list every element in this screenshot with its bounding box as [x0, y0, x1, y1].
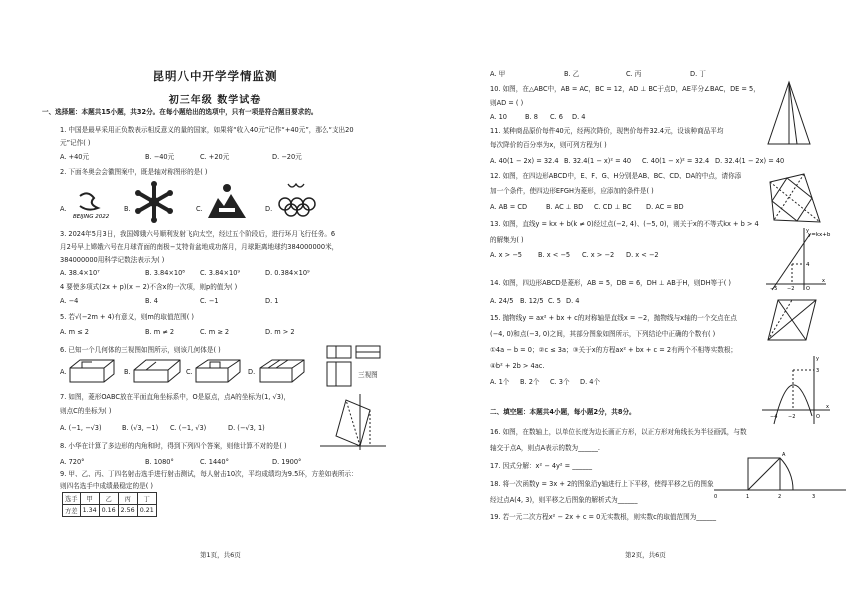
- table-row: [63, 505, 157, 517]
- q9-option-d: D. 丁: [690, 70, 706, 78]
- q8-option-d: D. 1900°: [272, 458, 302, 466]
- q1-option-d: D. −20元: [272, 153, 302, 161]
- three-views-figure: [326, 344, 386, 394]
- table-row: [63, 493, 157, 505]
- question-10-line2: 则AD = ( ): [490, 99, 524, 107]
- question-15-line1: 15. 抛物线y = ax² + bx + c的对称轴是直线x = −2，抛物线与x轴的一个交点在点: [490, 314, 737, 322]
- table-cell: 选手: [63, 493, 81, 505]
- question-1-line1: 1. 中国是最早采用正负数表示相反意义的量的国家，如果将“收入40元”记作“+40元”，那么“支出20: [60, 126, 354, 134]
- q7-option-a: A. (−1, −√3): [60, 424, 102, 432]
- parabola-y-label: y: [816, 356, 819, 362]
- q2-option-d: D.: [265, 205, 273, 213]
- question-18-line1: 18. 将一次函数y = 3x + 2的图象沿y轴进行上下平移，使得平移之后的图象: [490, 480, 714, 488]
- q14-option-a: A. 24/5: [490, 297, 514, 305]
- parabola-graph: [760, 354, 832, 426]
- quadrilateral-efgh-figure: [764, 172, 824, 226]
- linear-function-graph: [764, 226, 831, 292]
- question-3-line1: 3. 2024年5月3日，我国嫦娥六号顺利发射飞向太空，经过五个阶段后，进行环月飞行任务。6: [60, 230, 336, 238]
- question-15-line4: ④b² + 2b > 4ac.: [490, 362, 545, 370]
- graph-tick-x1: −5: [770, 286, 778, 292]
- table-cell: 0.21: [137, 505, 156, 517]
- rhombus-abcd-figure: [764, 296, 820, 344]
- table-cell: 乙: [99, 493, 118, 505]
- page-footer: 第2页，共6页: [625, 551, 666, 559]
- section-heading-fill: 二、填空题：本题共4小题，每小题2分，共8分。: [490, 408, 636, 416]
- question-1-line2: 元”记作( ): [60, 139, 91, 147]
- variance-table: [62, 492, 157, 517]
- numberline-point-a: A: [782, 452, 786, 458]
- question-17: 17. 因式分解：x² − 4y² = ______: [490, 462, 593, 470]
- q10-option-a: A. 10: [490, 113, 507, 121]
- q13-option-b: B. x < −5: [538, 251, 571, 259]
- q4-option-b: B. 4: [145, 297, 158, 305]
- q7-option-c: C. (−1, √3): [170, 424, 207, 432]
- q12-option-d: D. AC = BD: [646, 203, 684, 211]
- solid-b-figure: [132, 356, 182, 384]
- question-9-line1: 9. 甲、乙、丙、丁四名射击选手进行射击测试，每人射击10次，平均成绩均为9.5环，方差如表所示：: [60, 470, 358, 478]
- question-14: 14. 如图，四边形ABCD是菱形，AB = 5，DB = 6，DH ⊥ AB于H，则DH等于( ): [490, 279, 731, 287]
- question-10-line1: 10. 如图，在△ABC中，AB = AC，BC = 12，AD ⊥ BC于点D，AE平分∠BAC，DE = 5，: [490, 85, 760, 93]
- question-5: 5. 若√(−2m + 4)有意义，则m的取值范围( ): [60, 313, 194, 321]
- question-3-line2: 月2号早上嫦娥六号在月球背面的南极−艾特肯盆地成功落月，月球距离地球约384000000米，: [60, 243, 339, 251]
- q15-option-b: B. 2个: [520, 378, 540, 386]
- q13-option-a: A. x > −5: [490, 251, 522, 259]
- q2-option-a: A.: [60, 205, 67, 213]
- q7-option-d: D. (−√3, 1): [228, 424, 265, 432]
- question-3-line3: 384000000用科学记数法表示为( ): [60, 256, 165, 264]
- number-line-figure: [712, 444, 848, 500]
- three-views-label: 三视图: [358, 371, 378, 379]
- q4-option-a: A. −4: [60, 297, 79, 305]
- graph-y-label: y: [806, 228, 809, 234]
- numberline-tick-1: 1: [746, 494, 750, 500]
- q5-option-c: C. m ≥ 2: [200, 328, 230, 336]
- q9-option-a: A. 甲: [490, 70, 506, 78]
- parabola-origin: O: [816, 414, 820, 420]
- question-11-line2: 每次降价的百分率为x，则可列方程为( ): [490, 141, 607, 149]
- question-12-line2: 加一个条件，使四边形EFGH为菱形，应添加的条件是( ): [490, 187, 654, 195]
- q14-option-c: C. 5: [548, 297, 561, 305]
- triangle-abc-figure: [764, 78, 814, 148]
- q5-option-a: A. m ≤ 2: [60, 328, 89, 336]
- q6-option-d: D.: [248, 368, 256, 376]
- numberline-tick-2: 2: [778, 494, 782, 500]
- q2-option-c: C.: [196, 205, 203, 213]
- q3-option-d: D. 0.384×10⁹: [265, 269, 310, 277]
- rhombus-coordinate-figure: [316, 392, 388, 452]
- q11-option-b: B. 32.4(1 − x)² = 40: [564, 157, 632, 165]
- question-2: 2. 下面冬奥会会徽图案中，既是轴对称图形的是( ): [60, 168, 208, 176]
- q9-option-b: B. 乙: [564, 70, 580, 78]
- q3-option-c: C. 3.84×10⁹: [200, 269, 241, 277]
- beijing-2022-logo-text: BEIJING 2022: [73, 214, 110, 220]
- q7-option-b: B. (√3, −1): [122, 424, 159, 432]
- question-15-line2: (−4, 0)和点(−3, 0)之间，其部分图象如图所示，下列结论中正确的个数有( ): [490, 330, 716, 338]
- numberline-tick-3: 3: [812, 494, 816, 500]
- q4-option-d: D. 1: [265, 297, 279, 305]
- q8-option-c: C. 1440°: [200, 458, 229, 466]
- page-footer: 第1页，共6页: [200, 551, 241, 559]
- question-7-line1: 7. 如图，菱形OABC放在平面直角坐标系中，O是原点，点A的坐标为(1, √3)，: [60, 393, 291, 401]
- q1-option-c: C. +20元: [200, 153, 230, 161]
- q5-option-d: D. m > 2: [265, 328, 295, 336]
- question-7-line2: 则点C的坐标为( ): [60, 407, 112, 415]
- q6-option-a: A.: [60, 368, 67, 376]
- q3-option-b: B. 3.84×10⁸: [145, 269, 185, 277]
- question-18-line2: 经过点A(4, 3)，则平移之后图象的解析式为______: [490, 496, 638, 504]
- q12-option-c: C. CD ⊥ BC: [594, 203, 632, 211]
- question-13-line1: 13. 如图，直线y = kx + b(k ≠ 0)经过点(−2, 4)、(−5, 0)，则关于x的不等式kx + b > 4: [490, 220, 759, 228]
- parabola-x-label: x: [826, 404, 829, 410]
- question-8: 8. 小华在计算了多边形的内角和时，得到下列四个答案，则他计算不对的是( ): [60, 442, 287, 450]
- exam-page-2: [430, 0, 860, 608]
- question-15-line3: ①4a − b = 0；②c ≤ 3a；③关于x的方程ax² + bx + c = 2有两个不相等实数根；: [490, 346, 738, 354]
- q9-option-c: C. 丙: [626, 70, 642, 78]
- table-cell: 2.56: [118, 505, 137, 517]
- q10-option-c: C. 6: [550, 113, 563, 121]
- q12-option-a: A. AB = CD: [490, 203, 528, 211]
- question-4: 4 要使多项式(2x + p)(x − 2)不含x的一次项，则p的值为( ): [60, 283, 238, 291]
- question-12-line1: 12. 如图，在四边形ABCD中，E、F、G、H分别是AB、BC、CD、DA的中点，请你添: [490, 172, 742, 180]
- question-9-line2: 则四名选手中成绩最稳定的是( ): [60, 482, 153, 490]
- graph-origin: O: [806, 286, 810, 292]
- q3-option-a: A. 38.4×10⁷: [60, 269, 100, 277]
- q15-option-c: C. 3个: [550, 378, 570, 386]
- rings-logo-image: [272, 180, 322, 224]
- q14-option-d: D. 4: [566, 297, 580, 305]
- q1-option-b: B. −40元: [145, 153, 175, 161]
- q8-option-a: A. 720°: [60, 458, 85, 466]
- solid-d-figure: [258, 356, 308, 384]
- q12-option-b: B. AC ⊥ BD: [546, 203, 584, 211]
- page-title: 昆明八中开学学情监测: [152, 69, 278, 83]
- graph-tick-y: 4: [806, 262, 810, 268]
- q1-option-a: A. +40元: [60, 153, 90, 161]
- q2-option-b: B.: [124, 205, 131, 213]
- page-subtitle: 初三年级 数学试卷: [168, 95, 262, 106]
- table-cell: 方差: [63, 505, 81, 517]
- q13-option-d: D. x < −2: [626, 251, 659, 259]
- solid-a-figure: [68, 356, 118, 384]
- solid-c-figure: [194, 356, 244, 384]
- table-cell: 丁: [137, 493, 156, 505]
- q14-option-b: B. 12/5: [520, 297, 544, 305]
- table-cell: 丙: [118, 493, 137, 505]
- snowflake-logo-image: [132, 180, 176, 224]
- table-cell: 0.16: [99, 505, 118, 517]
- q10-option-b: B. 8: [525, 113, 538, 121]
- q13-option-c: C. x > −2: [582, 251, 615, 259]
- numberline-tick-0: 0: [714, 494, 718, 500]
- section-heading-choice: 一、选择题：本题共15小题，共32分。在每小题给出的选项中，只有一项是符合题目要求的。: [42, 108, 318, 116]
- question-16-line2: 轴交于点A，则点A表示的数为______.: [490, 444, 601, 452]
- graph-tick-x2: −2: [787, 286, 795, 292]
- question-16-line1: 16. 如图，在数轴上，以单位长度为边长画正方形，以正方形对角线长为半径画弧，与数: [490, 428, 747, 436]
- q5-option-b: B. m ≠ 2: [145, 328, 175, 336]
- q11-option-a: A. 40(1 − 2x) = 32.4: [490, 157, 559, 165]
- question-11-line1: 11. 某种商品原价每件40元，经两次降价，现售价每件32.4元，设该种商品平均: [490, 127, 724, 135]
- q4-option-c: C. −1: [200, 297, 219, 305]
- q8-option-b: B. 1080°: [145, 458, 174, 466]
- graph-x-label: x: [822, 278, 825, 284]
- q15-option-a: A. 1个: [490, 378, 510, 386]
- question-13-line2: 的解集为( ): [490, 236, 524, 244]
- graph-line-label: y=kx+b: [808, 232, 831, 238]
- q6-option-c: C.: [186, 368, 193, 376]
- parabola-tick-neg4: −4: [770, 414, 778, 420]
- table-cell: 1.34: [80, 505, 99, 517]
- q11-option-d: D. 32.4(1 − 2x) = 40: [715, 157, 785, 165]
- parabola-tick-neg2: −2: [788, 414, 796, 420]
- q15-option-d: D. 4个: [580, 378, 601, 386]
- olympic-mountain-logo-image: [204, 180, 250, 224]
- q10-option-d: D. 4: [572, 113, 586, 121]
- q11-option-c: C. 40(1 − x)² = 32.4: [642, 157, 710, 165]
- table-cell: 甲: [80, 493, 99, 505]
- beijing-2022-logo-image: [70, 186, 116, 226]
- question-6: 6. 已知一个几何体的三视图如图所示，则该几何体是( ): [60, 346, 221, 354]
- q6-option-b: B.: [124, 368, 131, 376]
- question-19: 19. 若一元二次方程x² − 2x + c = 0无实数根，则实数c的取值范围为______: [490, 513, 717, 521]
- parabola-tick-3: 3: [816, 368, 820, 374]
